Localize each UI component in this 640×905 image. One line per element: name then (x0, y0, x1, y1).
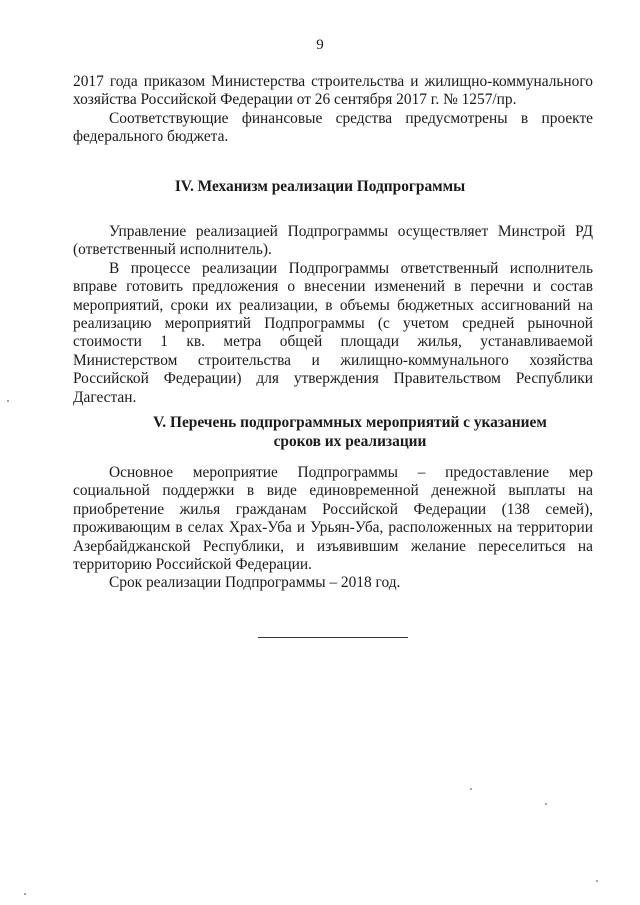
process-paragraph: В процессе реализации Подпрограммы ответственный исполнитель вправе готовить предложения о внесении изменений в перечни и состав мероприятий, сроки их реализации, в объемы бюджетных ассигнований на реализацию мероприятий Подпрограммы (с учетом средней рыночной стоимости 1 кв. метра общей площади жилья, устанавливаемой Министерством строительства и жилищно-коммунального хозяйства Российской Федерации) для утверждения Правительством Республики Дагестан. (73, 259, 593, 406)
scan-speck (24, 893, 26, 895)
term-paragraph: Срок реализации Подпрограммы – 2018 год. (109, 574, 401, 592)
scan-speck (7, 400, 9, 402)
section-v-title-line1: V. Перечень подпрограммных мероприятий с указанием (153, 414, 547, 431)
section-v-title (110, 413, 590, 451)
section-v-title-line2: сроков их реализации (273, 433, 427, 450)
budget-paragraph: Соответствующие финансовые средства предусмотрены в проекте федерального бюджета. (73, 109, 593, 146)
scan-speck (596, 880, 598, 882)
section-iv-body (73, 223, 593, 407)
section-iv-title: IV. Механизм реализации Подпрограммы (174, 178, 466, 195)
intro-block (73, 73, 593, 147)
section-v-body (73, 464, 593, 593)
page-number: 9 (316, 37, 324, 53)
intro-paragraph: 2017 года приказом Министерства строительства и жилищно-коммунального хозяйства Российской Федерации от 26 сентября 2017 г. № 1257/пр. (73, 73, 593, 109)
scan-speck (545, 803, 547, 805)
management-paragraph: Управление реализацией Подпрограммы осуществляет Минстрой РД (ответственный исполнитель). (73, 223, 593, 259)
scan-speck (470, 788, 472, 790)
main-activity-paragraph: Основное мероприятие Подпрограммы – предоставление мер социальной поддержки в виде единовременной денежной выплаты на приобретение жилья гражданам Российской Федерации (138 семей), проживающим в селах Храх-Уба и Урьян-Уба, расположенных на территории Азербайджанской Республики, и изъявившим желание переселиться на территорию Российской Федерации. (73, 464, 593, 574)
end-rule (258, 637, 408, 638)
